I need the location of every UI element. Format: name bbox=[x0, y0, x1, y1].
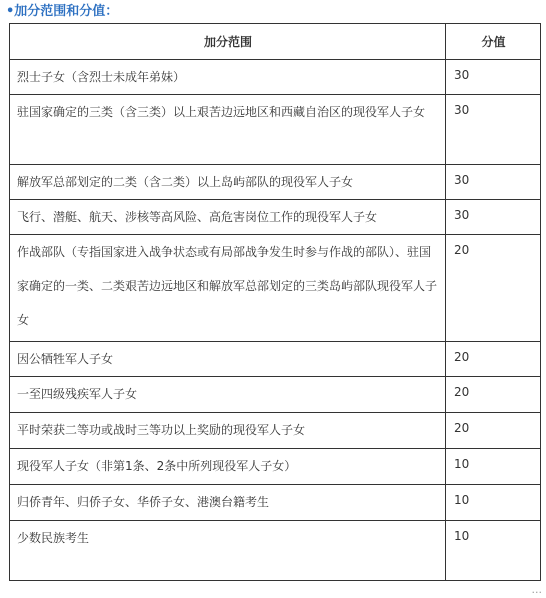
score-cell: 30 bbox=[446, 60, 541, 95]
table-row bbox=[10, 449, 541, 485]
table-row bbox=[10, 377, 541, 413]
scope-cell: 烈士子女（含烈士未成年弟妹） bbox=[10, 60, 446, 95]
scope-cell: 解放军总部划定的二类（含二类）以上岛屿部队的现役军人子女 bbox=[10, 165, 446, 200]
table-row bbox=[10, 165, 541, 200]
table-row bbox=[10, 413, 541, 449]
scope-cell: 归侨青年、归侨子女、华侨子女、港澳台籍考生 bbox=[10, 485, 446, 521]
table-row bbox=[10, 235, 541, 342]
score-cell: 30 bbox=[446, 165, 541, 200]
score-cell: 30 bbox=[446, 200, 541, 235]
table-row bbox=[10, 200, 541, 235]
score-cell: 10 bbox=[446, 521, 541, 581]
score-cell: 20 bbox=[446, 413, 541, 449]
bonus-score-table bbox=[9, 23, 541, 581]
scope-cell: 现役军人子女（非第1条、2条中所列现役军人子女） bbox=[10, 449, 446, 485]
score-cell: 20 bbox=[446, 235, 541, 342]
table-row bbox=[10, 60, 541, 95]
score-cell: 30 bbox=[446, 95, 541, 165]
scope-cell: 少数民族考生 bbox=[10, 521, 446, 581]
table-row bbox=[10, 521, 541, 581]
header-score: 分值 bbox=[446, 24, 541, 60]
scope-cell: 驻国家确定的三类（含三类）以上艰苦边远地区和西藏自治区的现役军人子女 bbox=[10, 95, 446, 165]
table-row bbox=[10, 485, 541, 521]
score-cell: 10 bbox=[446, 449, 541, 485]
scope-cell: 因公牺牲军人子女 bbox=[10, 342, 446, 377]
score-cell: 10 bbox=[446, 485, 541, 521]
score-cell: 20 bbox=[446, 342, 541, 377]
section-heading: •加分范围和分值： bbox=[6, 4, 119, 19]
watermark: ... bbox=[531, 583, 542, 596]
scope-cell: 一至四级残疾军人子女 bbox=[10, 377, 446, 413]
score-cell: 20 bbox=[446, 377, 541, 413]
table-header-row bbox=[10, 24, 541, 60]
header-scope: 加分范围 bbox=[10, 24, 446, 60]
scope-cell: 飞行、潜艇、航天、涉核等高风险、高危害岗位工作的现役军人子女 bbox=[10, 200, 446, 235]
table-row bbox=[10, 342, 541, 377]
table-row bbox=[10, 95, 541, 165]
scope-cell: 平时荣获二等功或战时三等功以上奖励的现役军人子女 bbox=[10, 413, 446, 449]
scope-cell: 作战部队（专指国家进入战争状态或有局部战争发生时参与作战的部队）、驻国家确定的一类、二类艰苦边远地区和解放军总部划定的三类岛屿部队现役军人子女 bbox=[10, 235, 446, 342]
